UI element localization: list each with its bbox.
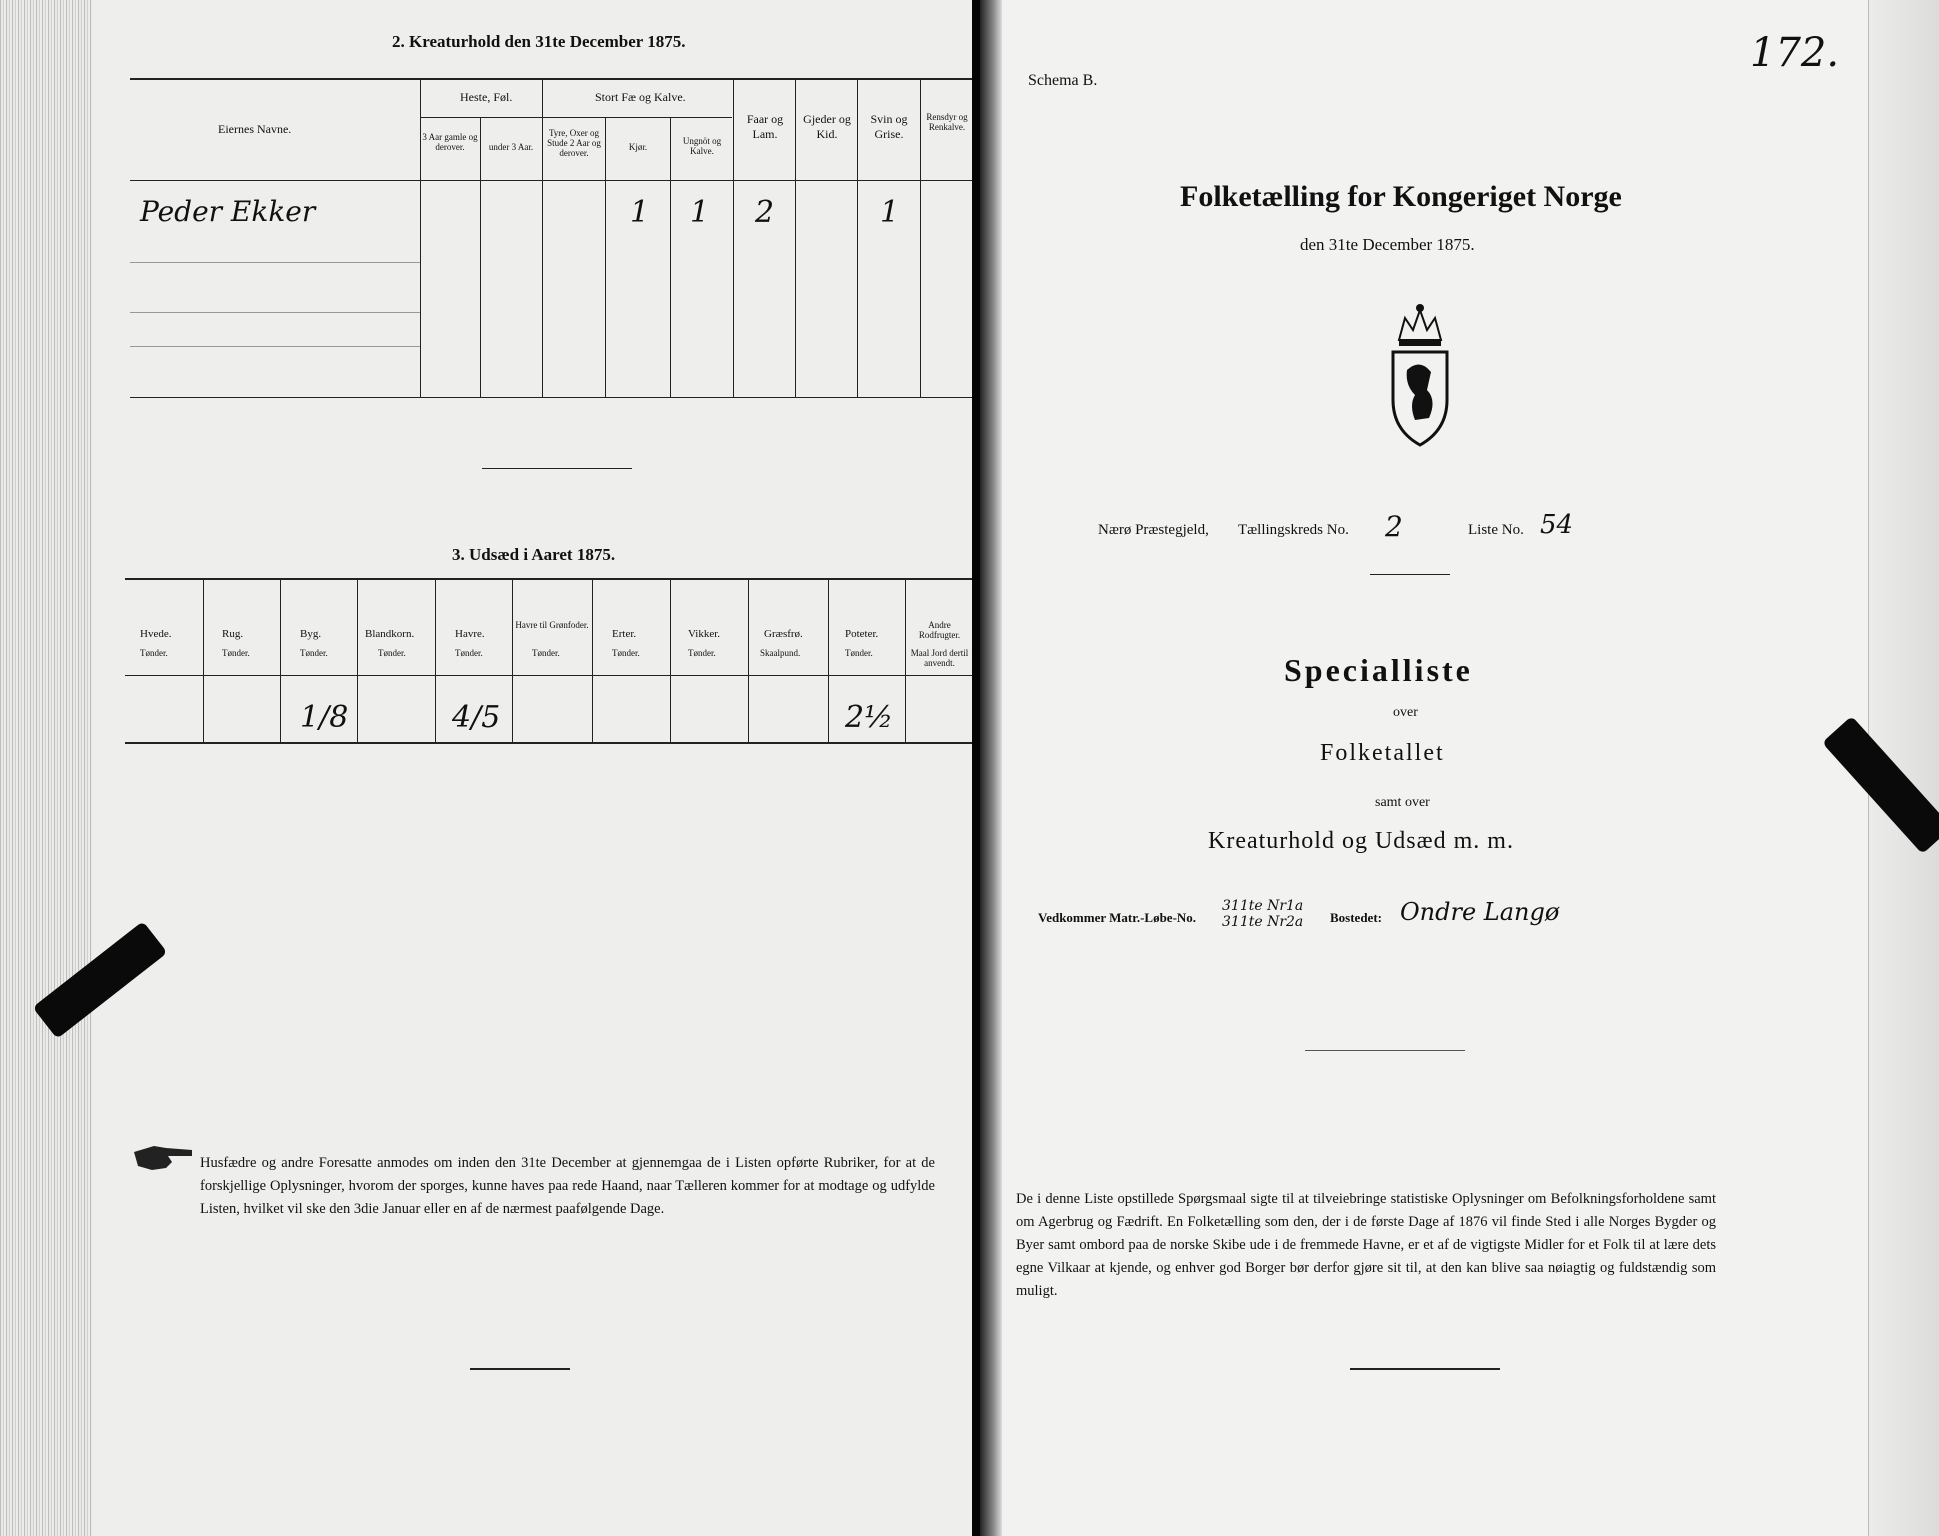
unit-label: Tønder. bbox=[688, 648, 716, 658]
rule bbox=[130, 397, 972, 398]
rule bbox=[592, 578, 593, 742]
rule bbox=[605, 117, 606, 397]
rule bbox=[1305, 1050, 1465, 1051]
col-header: under 3 Aar. bbox=[488, 142, 534, 152]
rule bbox=[1350, 1368, 1500, 1370]
unit-label: Tønder. bbox=[140, 648, 168, 658]
samt-label: samt over bbox=[1375, 795, 1430, 810]
col-header: Havre til Grønfoder. bbox=[515, 620, 589, 630]
unit-label: Tønder. bbox=[455, 648, 483, 658]
rule bbox=[670, 578, 671, 742]
group-header-heste: Heste, Føl. bbox=[460, 90, 513, 104]
value-ungnot: 1 bbox=[690, 195, 710, 230]
rule bbox=[748, 578, 749, 742]
col-header: Ungnöt og Kalve. bbox=[682, 136, 722, 156]
special-title: Specialliste bbox=[1284, 652, 1473, 688]
notice-text: Husfædre og andre Foresatte anmodes om inden den 31te December at gjennemgaa de i Listen opførte Rubriker, for at de forskjellige Oplysninger, hvorom der sporges, kunne haves paa rede Haand, naar Tælleren kommer for at modtage og udfylde Listen, hvilket vil ske den 3die Januar eller en af de nærmest paafølgende Dage. bbox=[200, 1155, 935, 1217]
liste-label: Liste No. bbox=[1468, 522, 1524, 538]
unit-label: Maal Jord dertil anvendt. bbox=[910, 648, 969, 668]
bosted-value: Ondre Langø bbox=[1400, 898, 1560, 926]
rule bbox=[512, 578, 513, 742]
rule bbox=[480, 117, 481, 397]
value-poteter: 2½ bbox=[845, 700, 894, 735]
rule bbox=[670, 117, 671, 397]
col-header: Blandkorn. bbox=[365, 628, 415, 640]
section2-title: 2. Kreaturhold den 31te December 1875. bbox=[392, 32, 686, 51]
page-edge-stack bbox=[0, 0, 92, 1536]
rule bbox=[435, 578, 436, 742]
col-header: Hvede. bbox=[140, 628, 172, 640]
subtitle: den 31te December 1875. bbox=[1300, 235, 1475, 254]
rule bbox=[203, 578, 204, 742]
col-header: Rensdyr og Renkalve. bbox=[926, 112, 968, 132]
page-shadow bbox=[980, 0, 1002, 1536]
title: Folketælling for Kongeriget Norge bbox=[1180, 180, 1622, 213]
footer-text: De i denne Liste opstillede Spørgsmaal sigte til at tilveiebringe statistiske Oplysninger om Befolkningsforholdene samt om Agerbrug og Fædrift. En Folketælling som den, der i de første Dage af 1876 vil finde Sted i alle Norges Bygder og Byer samt ombord paa de norske Skibe ude i de fremmede Havne, er et af de vigtigste Midler for et Folk til at lære dets egne Vilkaar at kjende, og enhver god Borger bør derfor gjøre sit til, at den kan blive saa nøiagtig og fuldstændig som muligt. bbox=[1016, 1191, 1716, 1299]
matr-label: Vedkommer Matr.-Løbe-No. bbox=[1038, 910, 1197, 925]
rule bbox=[470, 1368, 570, 1370]
parish-label: Nærø Præstegjeld, bbox=[1098, 522, 1209, 538]
value-faar: 2 bbox=[755, 195, 775, 230]
owner-name: Peder Ekker bbox=[140, 195, 316, 228]
rule bbox=[1370, 574, 1450, 575]
col-header: 3 Aar gamle og derover. bbox=[422, 132, 478, 152]
rule bbox=[420, 117, 732, 118]
col-header: Havre. bbox=[455, 628, 485, 640]
section3-title: 3. Udsæd i Aaret 1875. bbox=[452, 545, 616, 564]
matr-value-1: 311te Nr1a bbox=[1222, 898, 1304, 914]
rule bbox=[482, 468, 632, 469]
rule bbox=[920, 78, 921, 397]
rule bbox=[420, 78, 421, 397]
rule bbox=[130, 78, 972, 80]
kreds-label: Tællingskreds No. bbox=[1238, 522, 1349, 538]
rule bbox=[828, 578, 829, 742]
unit-label: Skaalpund. bbox=[760, 648, 801, 658]
col-header: Gjeder og Kid. bbox=[803, 112, 851, 141]
rule bbox=[280, 578, 281, 742]
group-header-stortfae: Stort Fæ og Kalve. bbox=[595, 90, 686, 104]
rule bbox=[125, 742, 972, 744]
unit-label: Tønder. bbox=[222, 648, 250, 658]
col-header: Andre Rodfrugter. bbox=[918, 620, 961, 640]
value-havre: 4/5 bbox=[452, 700, 501, 735]
value-svin: 1 bbox=[880, 195, 900, 230]
rule bbox=[857, 78, 858, 397]
col-header: Græsfrø. bbox=[764, 628, 803, 640]
owner-header: Eiernes Navne. bbox=[218, 122, 292, 136]
unit-label: Tønder. bbox=[378, 648, 406, 658]
value-kjor: 1 bbox=[630, 195, 650, 230]
kreatur-label: Kreaturhold og Udsæd m. m. bbox=[1208, 828, 1514, 854]
rule bbox=[795, 78, 796, 397]
rule bbox=[125, 675, 972, 676]
kreds-value: 2 bbox=[1385, 510, 1403, 543]
col-header: Svin og Grise. bbox=[870, 112, 908, 141]
col-header: Vikker. bbox=[688, 628, 721, 640]
col-header: Erter. bbox=[612, 628, 637, 640]
folketallet-label: Folketallet bbox=[1320, 740, 1445, 766]
unit-label: Tønder. bbox=[845, 648, 873, 658]
rule bbox=[905, 578, 906, 742]
rule bbox=[130, 262, 420, 263]
col-header: Faar og Lam. bbox=[746, 112, 784, 141]
rule bbox=[130, 346, 420, 347]
rule bbox=[125, 578, 972, 580]
over-label: over bbox=[1393, 705, 1418, 720]
matr-value-2: 311te Nr2a bbox=[1222, 914, 1304, 930]
schema-label: Schema B. bbox=[1028, 72, 1098, 89]
right-page bbox=[980, 0, 1939, 1536]
rule bbox=[542, 78, 543, 397]
unit-label: Tønder. bbox=[300, 648, 328, 658]
folio-number: 172. bbox=[1750, 30, 1840, 76]
col-header: Kjør. bbox=[628, 142, 648, 152]
rule bbox=[130, 180, 972, 181]
norway-coat-of-arms-icon bbox=[1385, 300, 1455, 450]
bosted-label: Bostedet: bbox=[1330, 910, 1382, 925]
col-header: Byg. bbox=[300, 628, 322, 640]
pointing-hand-icon bbox=[132, 1136, 194, 1176]
rule bbox=[357, 578, 358, 742]
book-gutter bbox=[972, 0, 980, 1536]
unit-label: Tønder. bbox=[612, 648, 640, 658]
rule bbox=[130, 312, 420, 313]
value-byg: 1/8 bbox=[300, 700, 349, 735]
col-header: Tyre, Oxer og Stude 2 Aar og derover. bbox=[547, 128, 601, 158]
unit-label: Tønder. bbox=[532, 648, 560, 658]
col-header: Poteter. bbox=[845, 628, 879, 640]
rule bbox=[733, 78, 734, 397]
liste-value: 54 bbox=[1540, 510, 1574, 540]
col-header: Rug. bbox=[222, 628, 244, 640]
